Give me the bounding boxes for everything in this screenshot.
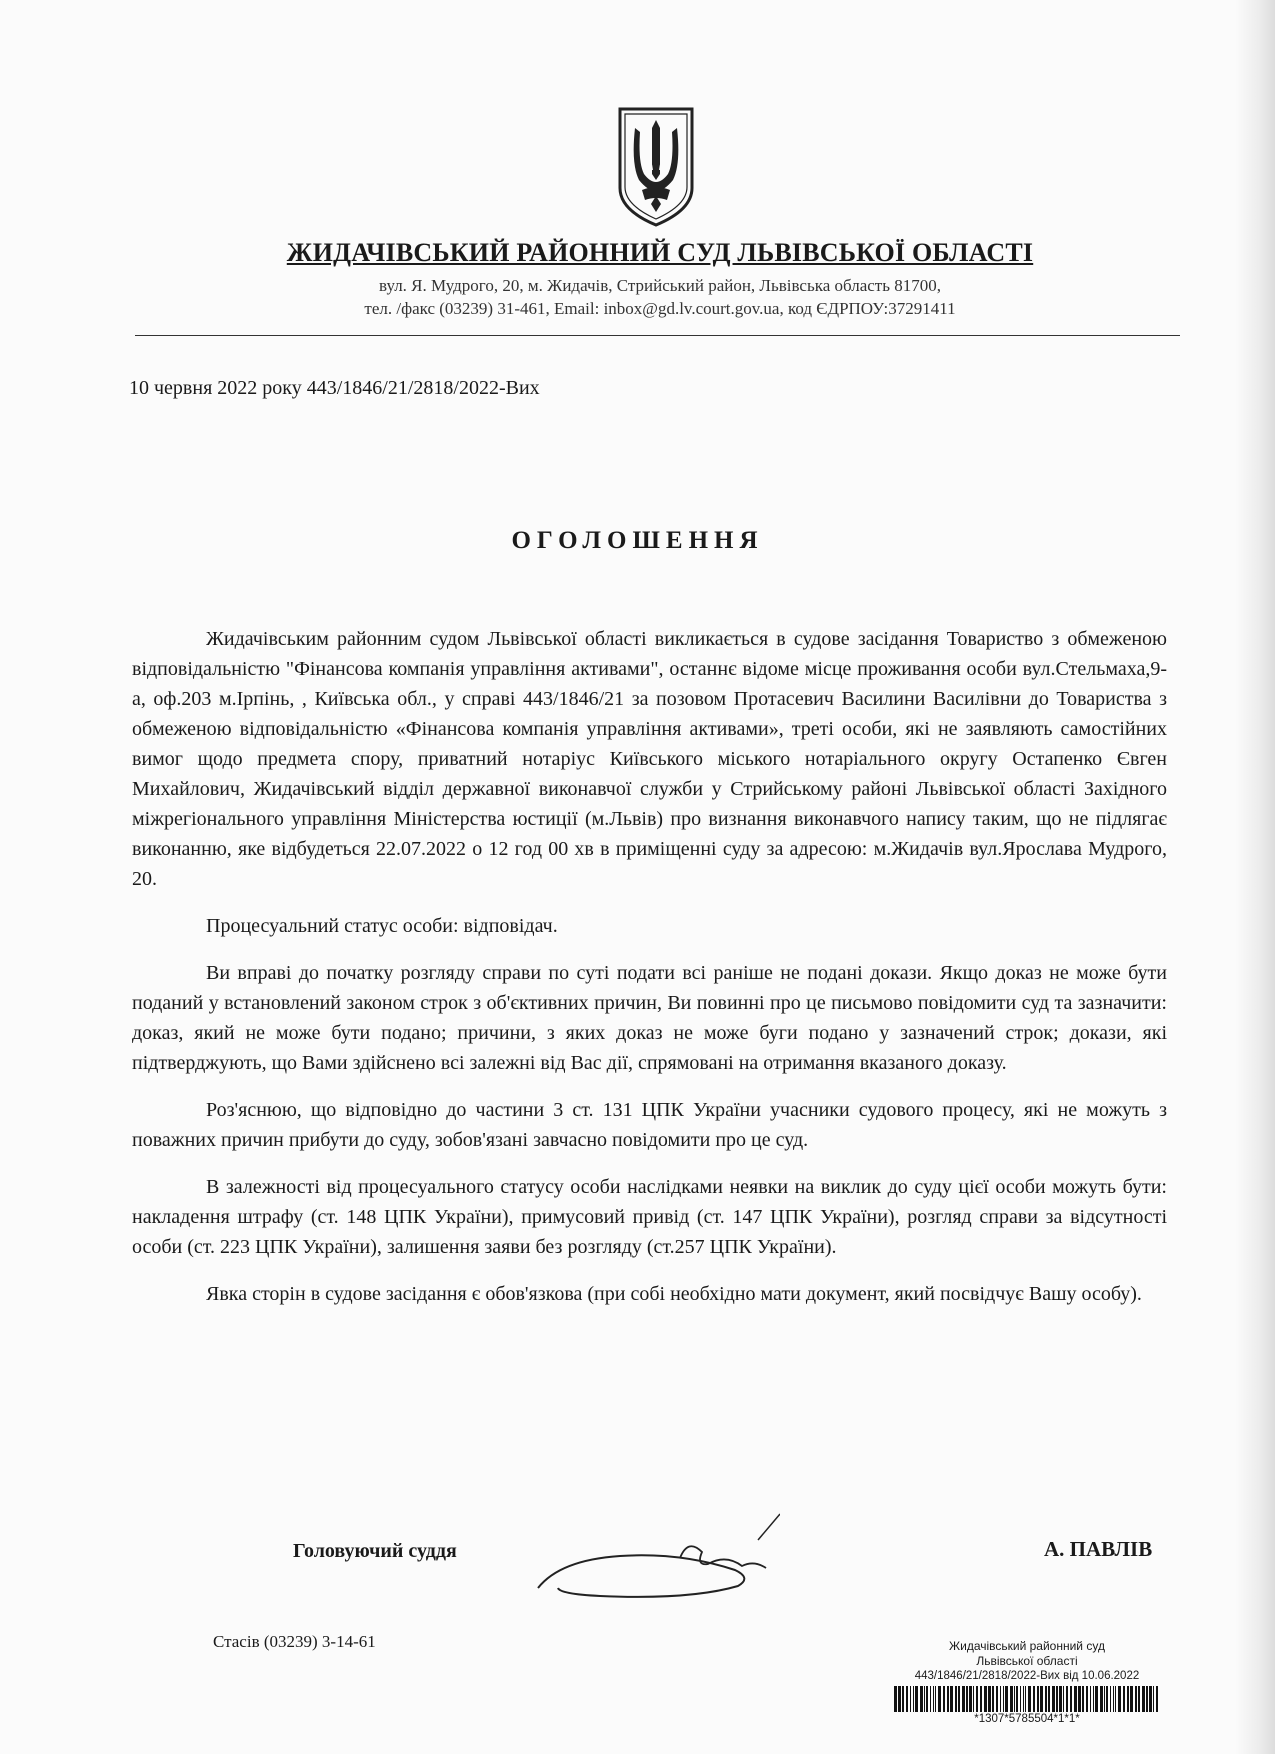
- registration-stamp: [882, 1639, 1172, 1727]
- outgoing-date-number: 10 червня 2022 року 443/1846/21/2818/2022-Вих: [129, 377, 540, 399]
- announcement-body: [132, 624, 1167, 1326]
- stamp-court-line2: Львівської області: [976, 1654, 1078, 1668]
- judge-name: А. ПАВЛІВ: [1044, 1537, 1153, 1561]
- header-divider: [135, 335, 1180, 336]
- paragraph-consequences: В залежності від процесуального статусу особи наслідками неявки на виклик до суду цієї особи можуть бути: накладення штрафу (ст. 148 ЦПК України), примусовий привід (ст. 147 ЦПК України), розгляд справи за відсутності особи (ст. 223 ЦПК України), залишення заяви без розгляду (ст.257 ЦПК України).: [132, 1176, 1167, 1258]
- barcode-number: *1307*5785504*1*1*: [974, 1713, 1080, 1725]
- handwritten-signature: [530, 1508, 780, 1604]
- paragraph-attendance: Явка сторін в судове засідання є обов'язкова (при собі необхідно мати документ, який посвідчує Вашу особу).: [206, 1283, 1142, 1305]
- document-title: ОГОЛОШЕННЯ: [511, 527, 764, 554]
- signature-title: Головуючий суддя: [293, 1540, 457, 1562]
- court-name: ЖИДАЧІВСЬКИЙ РАЙОННИЙ СУД ЛЬВІВСЬКОЇ ОБЛАСТІ: [286, 238, 1034, 267]
- paragraph-evidence: Ви вправі до початку розгляду справи по суті подати всі раніше не подані докази. Якщо доказ не може бути поданий у встановлений законом строк з об'єктивних причин, Ви повинні про це письмово повідомити суд та зазначити: доказ, який не може бути подано; причини, з яких доказ не може буги подано у зазначений строк; докази, які підтверджують, що Вами здійснено всі залежні від Вас дії, спрямовані на отримання вказаного доказу.: [132, 962, 1167, 1074]
- court-contacts: тел. /факс (03239) 31-461, Email: inbox@gd.lv.court.gov.ua, код ЄДРПОУ:37291411: [364, 299, 956, 318]
- executor-contact: Стасів (03239) 3-14-61: [213, 1632, 376, 1651]
- coat-of-arms-icon: [615, 104, 697, 230]
- paragraph-status: Процесуальний статус особи: відповідач.: [206, 915, 558, 937]
- barcode: [892, 1686, 1162, 1712]
- stamp-registration-number: 443/1846/21/2818/2022-Вих від 10.06.2022: [914, 1670, 1140, 1682]
- paragraph-summons: Жидачівським районним судом Львівської області викликається в судове засідання Товариство з обмеженою відповідальністю "Фінансова компанія управління активами", останнє відоме місце проживання особи вул.Стельмаха,9-а, оф.203 м.Ірпінь, , Київська обл., у справі 443/1846/21 за позовом Протасевич Василини Василівни до Товариства з обмеженою відповідальністю «Фінансова компанія управління активами», треті особи, які не заявляють самостійних вимог щодо предмета спору, приватний нотаріус Київського міського нотаріального округу Остапенко Євген Михайлович, Жидачівський відділ державної виконавчої служби у Стрийському районі Львівської області Західного міжрегіонального управління Міністерства юстиції (м.Львів) про визнання виконавчого напису таким, що не підлягає виконанню, яке відбудеться 22.07.2022 о 12 год 00 хв в приміщенні суду за адресою: м.Жидачів вул.Ярослава Мудрого, 20.: [132, 628, 1167, 890]
- stamp-court-line1: Жидачівський районний суд: [949, 1639, 1105, 1653]
- paragraph-explanation: Роз'яснюю, що відповідно до частини 3 ст. 131 ЦПК України учасники судового процесу, які не можуть з поважних причин прибути до суду, зобов'язані завчасно повідомити про це суд.: [132, 1099, 1167, 1151]
- court-address: вул. Я. Мудрого, 20, м. Жидачів, Стрийський район, Львівська область 81700,: [379, 276, 941, 295]
- scan-edge-shadow: [1235, 0, 1275, 1754]
